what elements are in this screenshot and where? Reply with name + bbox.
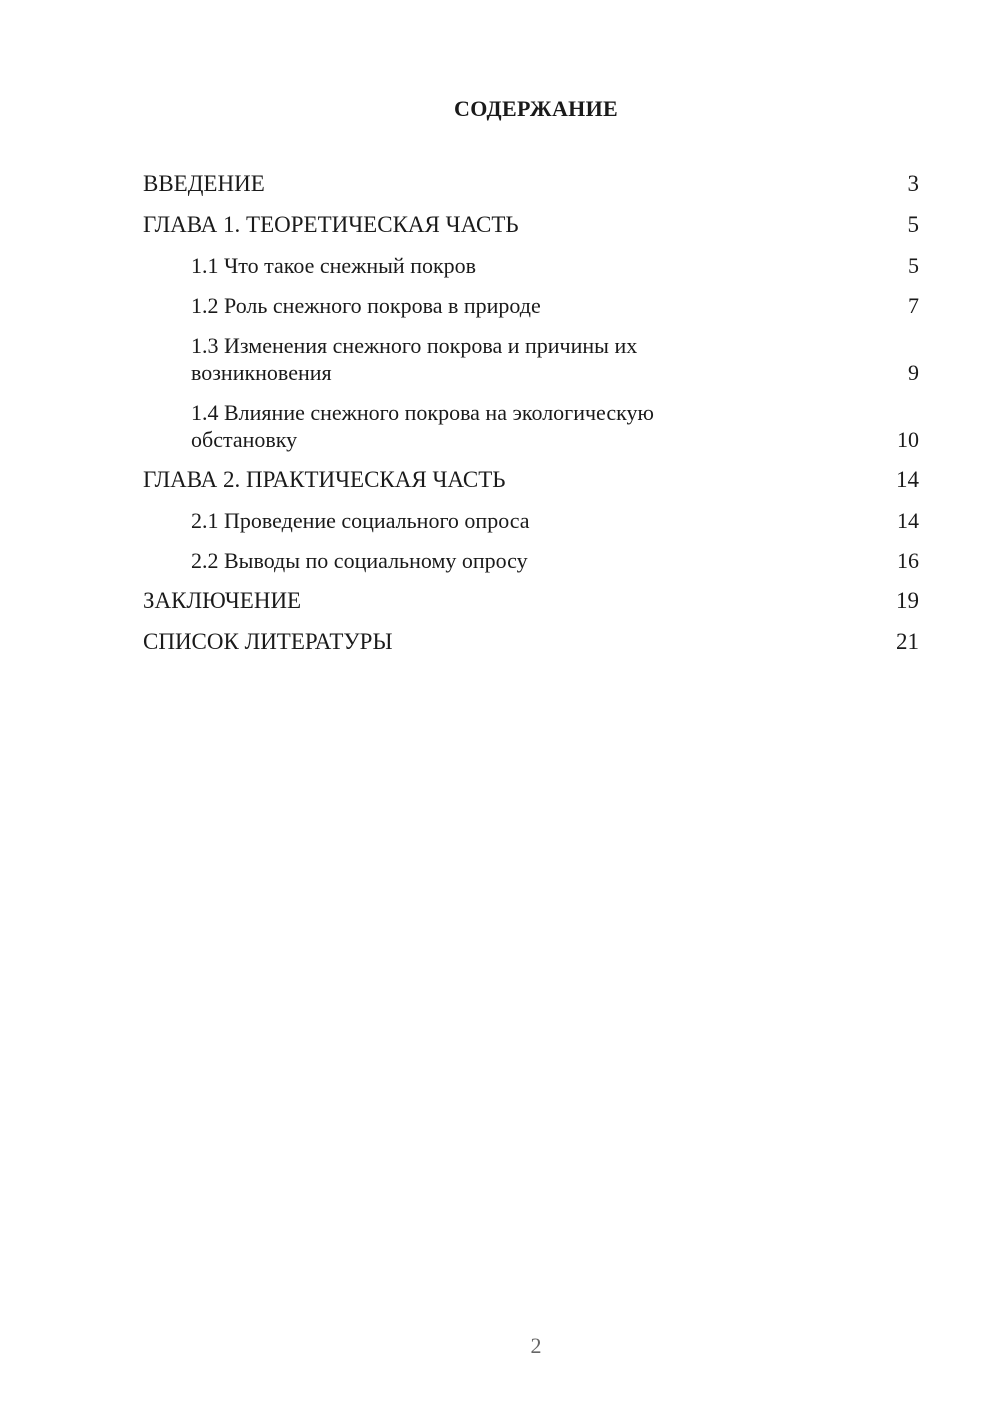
toc-entry-conclusion[interactable] (143, 587, 919, 615)
toc-entry-section-1-3[interactable] (143, 332, 919, 386)
toc-entry-page: 19 (896, 588, 919, 613)
toc-entry-text: 1.4 Влияние снежного покрова на экологическую обстановку (191, 400, 654, 452)
table-of-contents (143, 170, 919, 669)
toc-entry-section-1-2[interactable] (143, 292, 919, 319)
toc-entry-bibliography[interactable] (143, 628, 919, 656)
toc-entry-page: 5 (908, 253, 919, 278)
toc-entry-text: 2.2 Выводы по социальному опросу (191, 548, 528, 573)
toc-entry-chapter-1[interactable] (143, 211, 919, 239)
page-number: 2 (530, 1333, 542, 1358)
toc-entry-text: 1.3 Изменения снежного покрова и причины их возникновения (191, 333, 638, 385)
toc-entry-page: 16 (897, 548, 919, 573)
toc-entry-page: 5 (907, 212, 919, 237)
toc-entry-text: ГЛАВА 2. ПРАКТИЧЕСКАЯ ЧАСТЬ (143, 467, 506, 492)
toc-entry-section-2-1[interactable] (143, 507, 919, 534)
toc-entry-chapter-2[interactable] (143, 466, 919, 494)
toc-entry-page: 14 (897, 508, 919, 533)
toc-entry-text: СПИСОК ЛИТЕРАТУРЫ (143, 629, 393, 654)
toc-entry-section-1-4[interactable] (143, 399, 919, 453)
toc-entry-section-2-2[interactable] (143, 547, 919, 574)
toc-entry-text: ГЛАВА 1. ТЕОРЕТИЧЕСКАЯ ЧАСТЬ (143, 212, 519, 237)
toc-entry-text: 1.1 Что такое снежный покров (191, 253, 477, 278)
toc-entry-introduction[interactable] (143, 170, 919, 198)
toc-entry-page: 9 (908, 360, 919, 385)
toc-entry-page: 21 (896, 629, 919, 654)
page-title: СОДЕРЖАНИЕ (454, 96, 618, 121)
toc-entry-page: 3 (907, 171, 919, 196)
toc-entry-page: 10 (897, 427, 919, 452)
toc-entry-text: ВВЕДЕНИЕ (143, 171, 265, 196)
toc-entry-section-1-1[interactable] (143, 252, 919, 279)
toc-entry-text: ЗАКЛЮЧЕНИЕ (143, 588, 302, 613)
toc-entry-page: 7 (908, 293, 919, 318)
toc-entry-text: 1.2 Роль снежного покрова в природе (191, 293, 541, 318)
toc-entry-text: 2.1 Проведение социального опроса (191, 508, 530, 533)
toc-entry-page: 14 (896, 467, 919, 492)
